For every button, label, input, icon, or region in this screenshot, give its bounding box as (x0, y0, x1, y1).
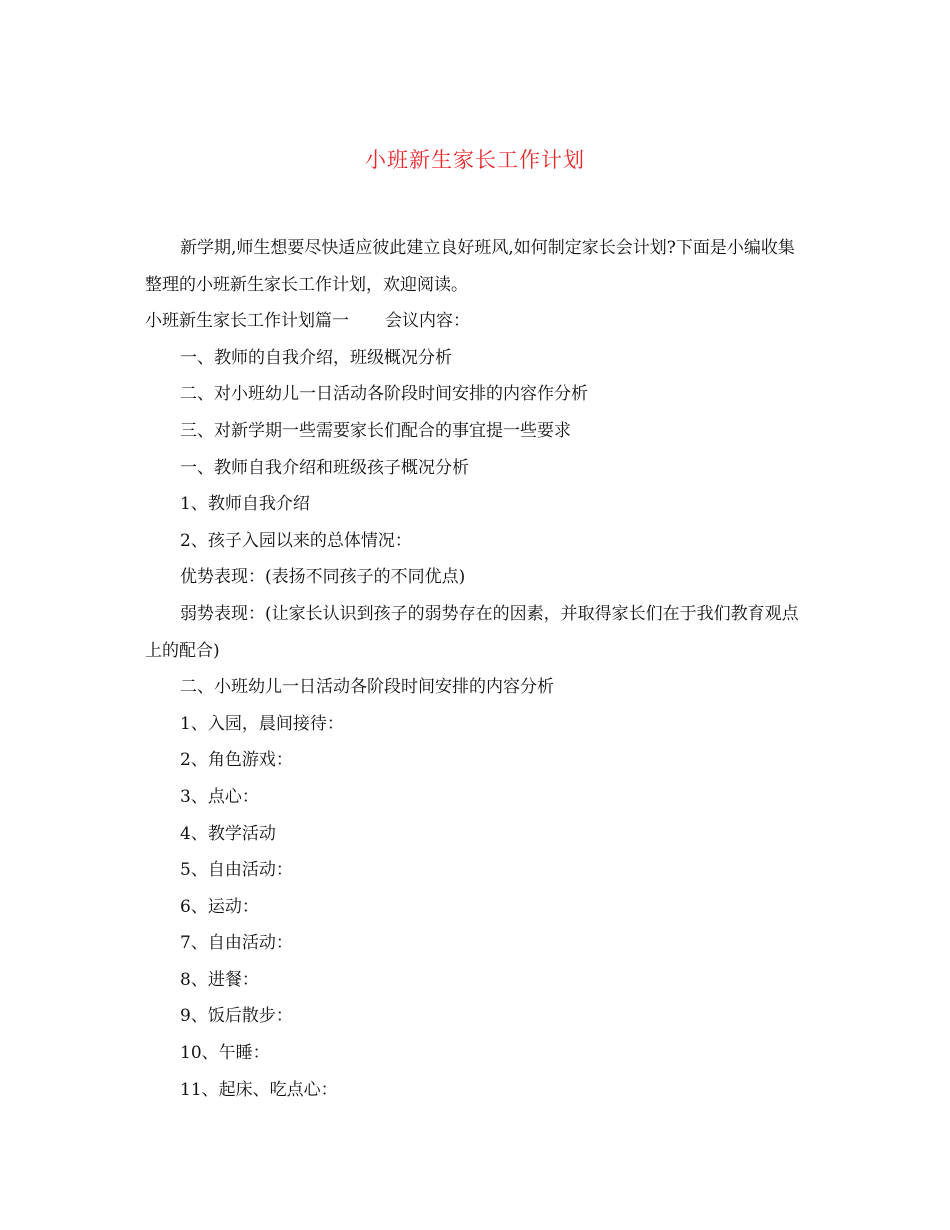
list-item: 2、角色游戏： (180, 750, 293, 771)
section-heading-line (145, 303, 810, 340)
paragraph: 优势表现：(表扬不同孩子的不同优点) (180, 567, 466, 588)
paragraph: 一、教师自我介绍和班级孩子概况分析 (180, 457, 469, 478)
document-body (145, 230, 810, 1108)
paragraph: 1、教师自我介绍 (180, 494, 310, 515)
list-item: 8、进餐： (180, 969, 259, 990)
list-item: 11、起床、吃点心： (180, 1079, 338, 1100)
section-heading: 小班新生家长工作计划篇一 (145, 311, 349, 332)
list-item: 9、饭后散步： (180, 1006, 293, 1027)
list-item: 6、运动： (180, 896, 259, 917)
paragraph: 三、对新学期一些需要家长们配合的事宜提一些要求 (180, 420, 571, 441)
list-item: 7、自由活动： (180, 933, 293, 954)
list-item: 5、自由活动： (180, 860, 293, 881)
paragraph: 2、孩子入园以来的总体情况： (180, 530, 412, 551)
document-title: 小班新生家长工作计划 (365, 148, 585, 172)
list-item: 10、午睡： (180, 1043, 270, 1064)
paragraph: 弱势表现：(让家长认识到孩子的弱势存在的因素，并取得家长们在于我们教育观点上的配合) (145, 603, 799, 661)
paragraph: 二、小班幼儿一日活动各阶段时间安排的内容分析 (180, 677, 554, 698)
intro-paragraph: 新学期,师生想要尽快适应彼此建立良好班风,如何制定家长会计划?下面是小编收集整理的小班新生家长工作计划，欢迎阅读。 (145, 238, 795, 295)
list-item: 4、教学活动 (180, 823, 276, 844)
section-subheading: 会议内容： (385, 311, 470, 332)
paragraph: 一、教师的自我介绍，班级概况分析 (180, 347, 452, 368)
list-item: 3、点心： (180, 786, 259, 807)
list-item: 1、入园，晨间接待： (180, 713, 344, 734)
paragraph: 二、对小班幼儿一日活动各阶段时间安排的内容作分析 (180, 384, 588, 405)
